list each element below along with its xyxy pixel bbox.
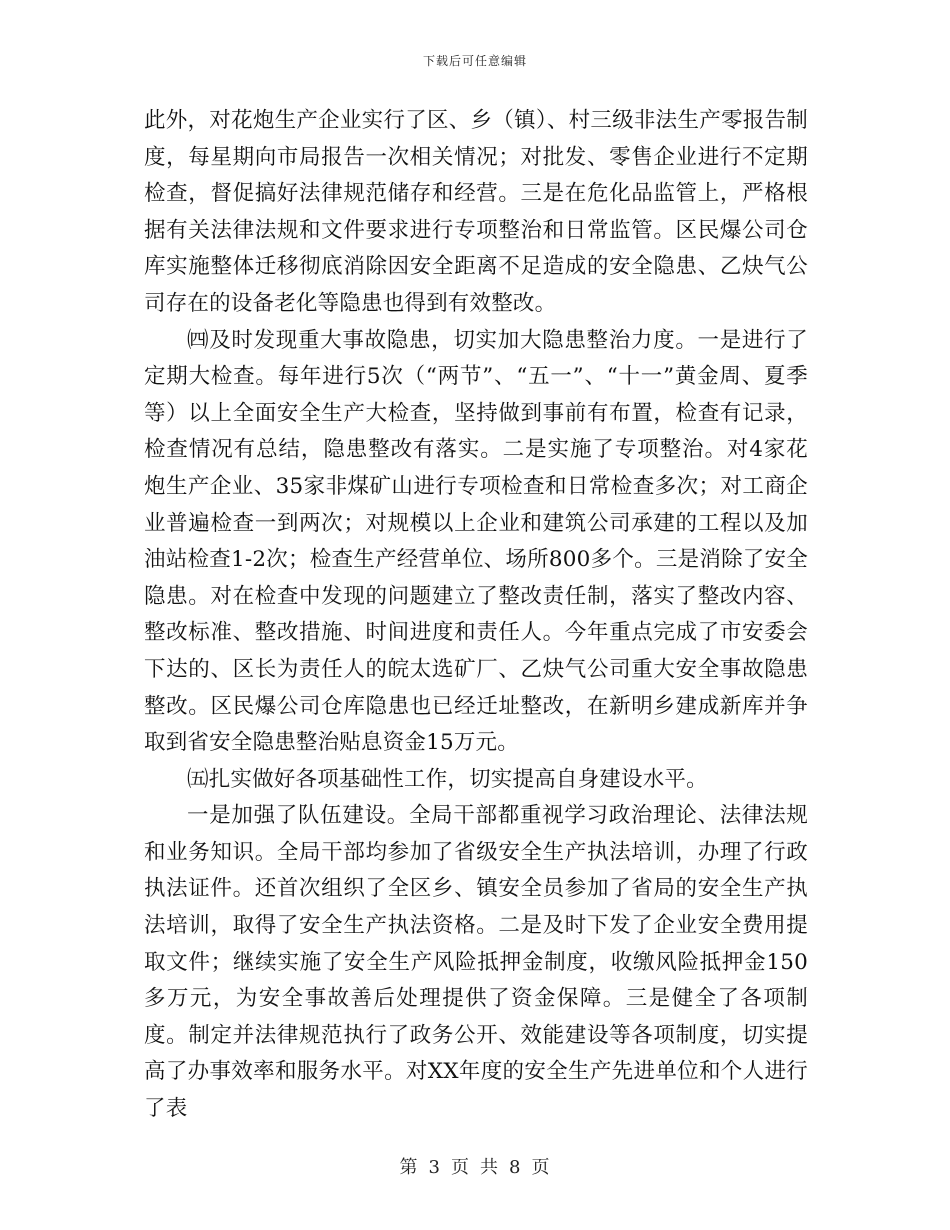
footer-ye-2: 页 [531,1157,551,1178]
paragraph-section-4: ㈣及时发现重大事故隐患，切实加大隐患整治力度。一是进行了定期大检查。每年进行5次（“两节”、“五一”、“十一”黄金周、夏季等）以上全面安全生产大检查，坚持做到事前有布置，检查有记录，检查情况有总结，隐患整改有落实。二是实施了专项整治。对4家花炮生产企业、35家非煤矿山进行专项检查和日常检查多次；对工商企业普遍检查一到两次；对规模以上企业和建筑公司承建的工程以及加油站检查1-2次；检查生产经营单位、场所800多个。三是消除了安全隐患。对在检查中发现的问题建立了整改责任制，落实了整改内容、整改标准、整改措施、时间进度和责任人。今年重点完成了市安委会下达的、区长为责任人的皖太选矿厂、乙炔气公司重大安全事故隐患整改。区民爆公司仓库隐患也已经迁址整改，在新明乡建成新库并争取到省安全隐患整治贴息资金15万元。 [144,327,808,756]
page-header-note: 下载后可任意编辑 [422,54,527,68]
footer-current-page: 3 [428,1157,441,1178]
paragraph-continuation: 此外，对花炮生产企业实行了区、乡（镇）、村三级非法生产零报告制度，每星期向市局报告一次相关情况；对批发、零售企业进行不定期检查，督促搞好法律规范储存和经营。三是在危化品监管上，严格根据有关法律法规和文件要求进行专项整治和日常监管。区民爆公司仓库实施整体迁移彻底消除因安全距离不足造成的安全隐患、乙炔气公司存在的设备老化等隐患也得到有效整改。 [144,108,808,316]
paragraph-section-5-body: 一是加强了队伍建设。全局干部都重视学习政治理论、法律法规和业务知识。全局干部均参加了省级安全生产执法培训，办理了行政执法证件。还首次组织了全区乡、镇安全员参加了省局的安全生产执法培训，取得了安全生产执法资格。二是及时下发了企业安全费用提取文件；继续实施了安全生产风险抵押金制度，收缴风险抵押金150多万元，为安全事故善后处理提供了资金保障。三是健全了各项制度。制定并法律规范执行了政务公开、效能建设等各项制度，切实提高了办事效率和服务水平。对XX年度的安全生产先进单位和个人进行了表 [144,803,808,1122]
footer-gong: 共 [480,1157,499,1178]
document-body [144,103,808,1128]
footer-ye: 页 [451,1157,470,1178]
footer-di: 第 [399,1157,419,1178]
page-footer [0,1153,950,1179]
footer-total-pages: 8 [509,1157,522,1178]
paragraph-section-5-heading: ㈤扎实做好各项基础性工作，切实提高自身建设水平。 [187,766,708,792]
